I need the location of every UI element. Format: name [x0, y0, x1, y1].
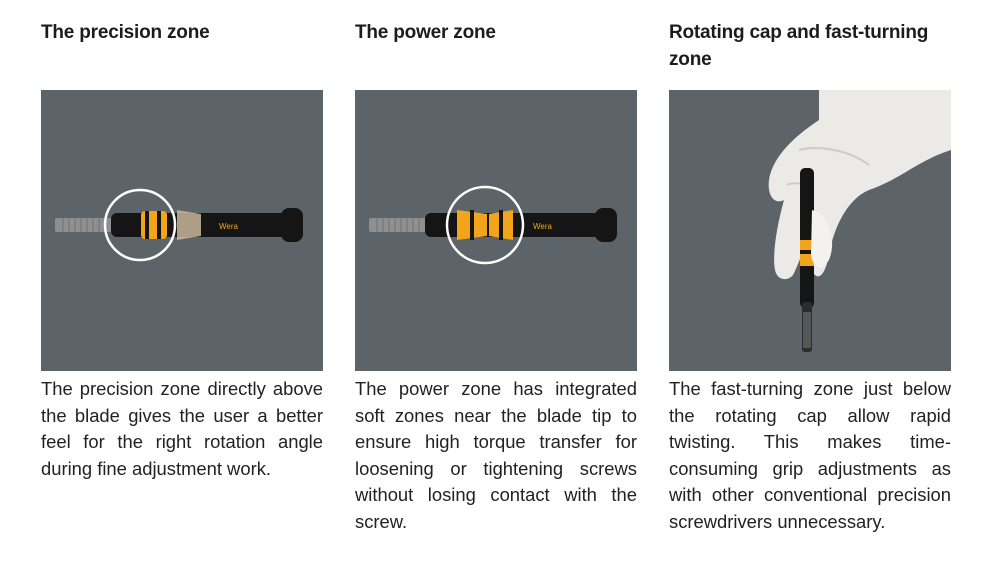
- svg-text:Wera: Wera: [533, 222, 552, 231]
- rotating-cap-photo: [669, 90, 951, 371]
- rotating-cap-description: The fast-turning zone just below the rotating cap allow rapid twisting. This makes time-consuming grip adjustments as with other conventional precision screwdrivers unnecessary.: [669, 378, 951, 532]
- power-zone-photo: [355, 90, 637, 371]
- rotating-cap-heading: Rotating cap and fast-turning zone: [669, 22, 929, 70]
- power-zone-description: The power zone has integrated soft zones near the blade tip to ensure high torque transfer for loosening or tightening screws without losing contact with the screw.: [355, 378, 637, 532]
- precision-zone-description: The precision zone directly above the blade gives the user a better feel for the right rotation angle during fine adjustment work.: [41, 378, 323, 479]
- svg-text:Wera: Wera: [219, 222, 238, 231]
- power-zone-heading: The power zone: [355, 22, 496, 43]
- precision-zone-heading: The precision zone: [41, 22, 210, 43]
- precision-zone-photo: [41, 90, 323, 371]
